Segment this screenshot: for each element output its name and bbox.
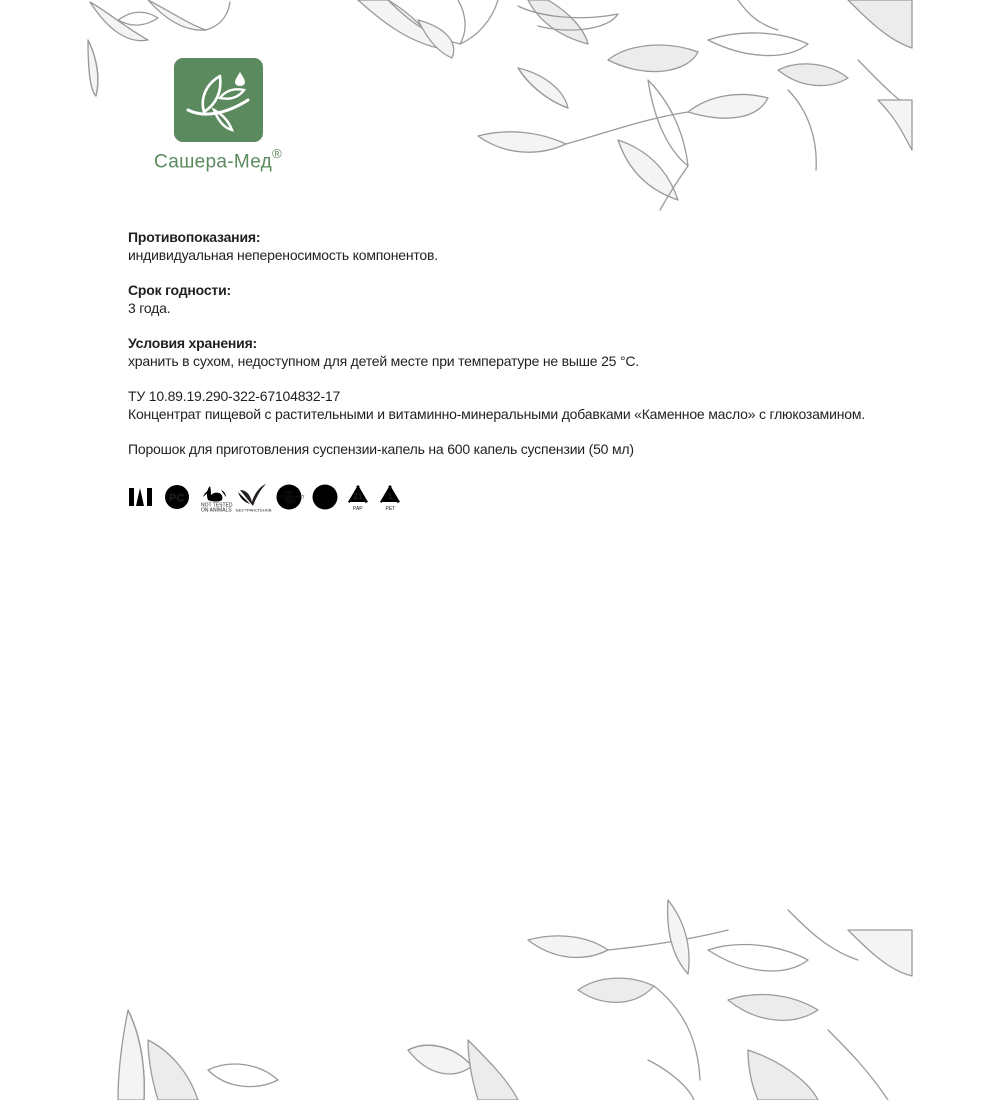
form-section: [128, 440, 898, 458]
storage-section: [128, 334, 898, 370]
contraindications-heading: Противопоказания:: [128, 229, 261, 245]
package-insert-page: [88, 0, 912, 1100]
svg-text:ON ANIMALS: ON ANIMALS: [201, 507, 232, 514]
no-transgenes-icon: [236, 482, 272, 513]
certification-icons: [127, 482, 527, 512]
food-safe-icon: [311, 482, 339, 512]
spec-section: [128, 387, 898, 423]
svg-text:PET: PET: [385, 506, 396, 512]
registered-mark: ®: [272, 146, 282, 161]
svg-text:1: 1: [388, 492, 393, 501]
form-text: Порошок для приготовления суспензии-капель на 600 капель суспензии (50 мл): [128, 441, 634, 457]
document-content: [128, 228, 898, 475]
floral-bottom-decoration: [88, 890, 912, 1100]
svg-text:NOT TESTED: NOT TESTED: [201, 502, 233, 509]
svg-text:21: 21: [353, 492, 363, 501]
brand-logo: [174, 58, 263, 142]
storage-heading: Условия хранения:: [128, 335, 258, 351]
shelf-life-text: 3 года.: [128, 300, 171, 316]
contraindications-section: [128, 228, 898, 264]
gmo-free-icon: [275, 482, 303, 512]
spec-description: Концентрат пищевой с растительными и витаминно-минеральными добавками «Каменное масло» с глюкозамином.: [128, 406, 865, 422]
leaf-drop-logo-icon: [174, 58, 263, 142]
svg-text:PAP: PAP: [353, 506, 363, 512]
recycle-pap-icon: [345, 482, 371, 512]
svg-text:PC: PC: [169, 492, 185, 505]
spec-code: ТУ 10.89.19.290-322-67104832-17: [128, 388, 341, 404]
recycle-pet-icon: [377, 482, 403, 512]
brand-name: Сашера-Мед®: [154, 146, 282, 173]
svg-text:СОДЕРЖИТ: СОДЕРЖИТ: [280, 494, 305, 500]
contraindications-text: индивидуальная непереносимость компонентов.: [128, 247, 438, 263]
svg-text:ГМО: ГМО: [284, 499, 296, 506]
svg-text:НЕ: НЕ: [286, 490, 293, 495]
rst-icon: [163, 482, 191, 512]
not-tested-on-animals-icon: [199, 482, 233, 514]
eac-icon: [127, 482, 154, 512]
svg-text:БЕЗ ТРАНСГЕНОВ: БЕЗ ТРАНСГЕНОВ: [236, 507, 272, 513]
storage-text: хранить в сухом, недоступном для детей месте при температуре не выше 25 °C.: [128, 353, 639, 369]
shelf-life-section: [128, 281, 898, 317]
shelf-life-heading: Срок годности:: [128, 282, 231, 298]
